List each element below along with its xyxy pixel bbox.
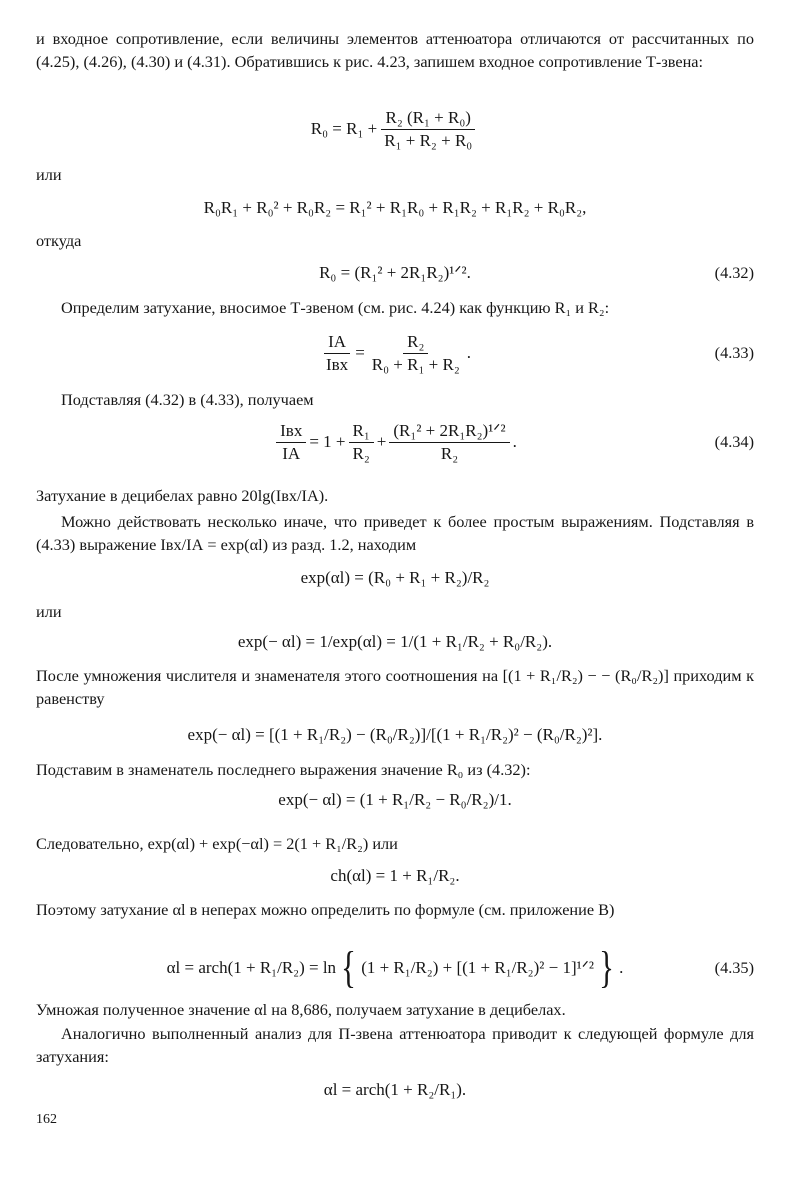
equation-4-33 <box>0 328 790 378</box>
equation-4-35 <box>0 942 790 994</box>
paragraph-therefore: Следовательно, exp(αl) + exp(−αl) = 2(1 + R₁/R₂) или <box>36 834 398 853</box>
word-ili-2: или <box>36 602 62 621</box>
equation-number-4-34: (4.34) <box>714 432 754 451</box>
eq-433-left-fraction <box>322 332 352 375</box>
equation-exp-2: exp(− αl) = 1/exp(αl) = 1/(1 + R₁/R₂ + R₀/R₂). <box>237 632 553 651</box>
eq-434-fraction-2 <box>389 421 509 464</box>
equation-number-4-33: (4.33) <box>714 343 754 362</box>
paragraph-attenuation-t: Определим затухание, вносимое Т-звеном (см. рис. 4.24) как функцию R₁ и R₂: <box>61 298 610 317</box>
paragraph-multiply: После умножения числителя и знаменателя этого соотношения на [(1 + R₁/R₂) − − (R₀/R₂)] приходим к равенству <box>36 666 754 708</box>
eq-435-tail: . <box>619 958 624 977</box>
eq-435-open-brace: { <box>341 943 357 992</box>
word-otkuda: откуда <box>36 231 82 250</box>
equation-exp-3: exp(− αl) = [(1 + R₁/R₂) − (R₀/R₂)]/[(1 + R₁/R₂)² − (R₀/R₂)²]. <box>187 725 603 744</box>
eq-r0-denominator: R₁ + R₂ + R₀ <box>384 130 473 150</box>
eq-435-left: αl = arch(1 + R₁/R₂) = ln <box>166 958 337 977</box>
eq-435-close-brace: } <box>599 943 614 992</box>
paragraph-alternative: Можно действовать несколько иначе, что приведет к более простым выражениям. Подставляя в (4.33) выражение Iвх/IА = exp(αl) из разд. 1.2, находим <box>36 512 754 554</box>
equation-4-34 <box>0 414 790 470</box>
equation-pi-attenuation: αl = arch(1 + R₂/R₁). <box>323 1080 467 1099</box>
eq-434-left-den: IА <box>282 443 301 463</box>
paragraph-multiply-8686: Умножая полученное значение αl на 8,686, получаем затухание в децибелах. <box>36 1000 566 1019</box>
equation-expanded: R₀R₁ + R₀² + R₀R₂ = R₁² + R₁R₀ + R₁R₂ + R₁R₂ + R₀R₂, <box>203 198 587 217</box>
eq-434-fraction-1 <box>349 421 374 464</box>
equation-input-resistance <box>0 103 790 155</box>
eq-434-f1-den: R₂ <box>352 443 370 463</box>
eq-433-right-fraction <box>368 332 464 375</box>
eq-434-tail: . <box>512 432 517 451</box>
word-ili-1: или <box>36 165 62 184</box>
equation-4-32 <box>0 258 790 288</box>
eq-434-f2-num: (R₁² + 2R₁R₂)¹ᐟ² <box>389 421 509 443</box>
eq-433-equals: = <box>355 343 365 362</box>
paragraph-decibels: Затухание в децибелах равно 20lg(Iвх/IА). <box>36 486 329 505</box>
eq-433-tail: . <box>466 343 472 362</box>
paragraph-intro: и входное сопротивление, если величины элементов аттенюатора отличаются от рассчитанных по (4.25), (4.26), (4.30) и (4.31). Обратившись к рис. 4.23, запишем входное сопротивление Т-звена: <box>36 29 754 71</box>
eq-434-plus: + <box>376 432 387 451</box>
eq-432-body: R₀ = (R₁² + 2R₁R₂)¹ᐟ². <box>319 263 471 282</box>
paragraph-substituting: Подставляя (4.32) в (4.33), получаем <box>61 390 314 409</box>
eq-r0-lhs: R₀ = R₁ + <box>310 119 378 138</box>
eq-433-right-den: R₀ + R₁ + R₂ <box>371 354 460 374</box>
eq-434-f2-den: R₂ <box>440 443 459 463</box>
equation-exp-1: exp(αl) = (R₀ + R₁ + R₂)/R₂ <box>300 568 490 587</box>
equation-number-4-35: (4.35) <box>714 958 754 977</box>
eq-435-inner: (1 + R₁/R₂) + [(1 + R₁/R₂)² − 1]¹ᐟ² <box>361 958 594 977</box>
equation-number-4-32: (4.32) <box>714 263 754 282</box>
eq-434-left-num: Iвх <box>276 421 306 443</box>
eq-433-right-num: R₂ <box>403 332 428 354</box>
equation-ch: ch(αl) = 1 + R₁/R₂. <box>330 866 460 885</box>
eq-434-f1-num: R₁ <box>349 421 374 443</box>
paragraph-denominator: Подставим в знаменатель последнего выражения значение R₀ из (4.32): <box>36 760 531 779</box>
eq-434-mid: = 1 + <box>309 432 346 451</box>
paragraph-nepers: Поэтому затухание αl в неперах можно определить по формуле (см. приложение В) <box>36 900 615 919</box>
eq-434-left-fraction <box>276 421 306 464</box>
eq-r0-fraction <box>380 108 476 151</box>
eq-433-left-num: IА <box>324 332 350 354</box>
paragraph-pi-section: Аналогично выполненный анализ для П-звена аттенюатора приводит к следующей формуле для затухания: <box>36 1024 754 1066</box>
eq-r0-numerator: R₂ (R₁ + R₀) <box>381 108 474 130</box>
equation-exp-4: exp(− αl) = (1 + R₁/R₂ − R₀/R₂)/1. <box>278 790 512 809</box>
page-number: 162 <box>36 1112 57 1127</box>
eq-433-left-den: Iвх <box>325 354 349 374</box>
